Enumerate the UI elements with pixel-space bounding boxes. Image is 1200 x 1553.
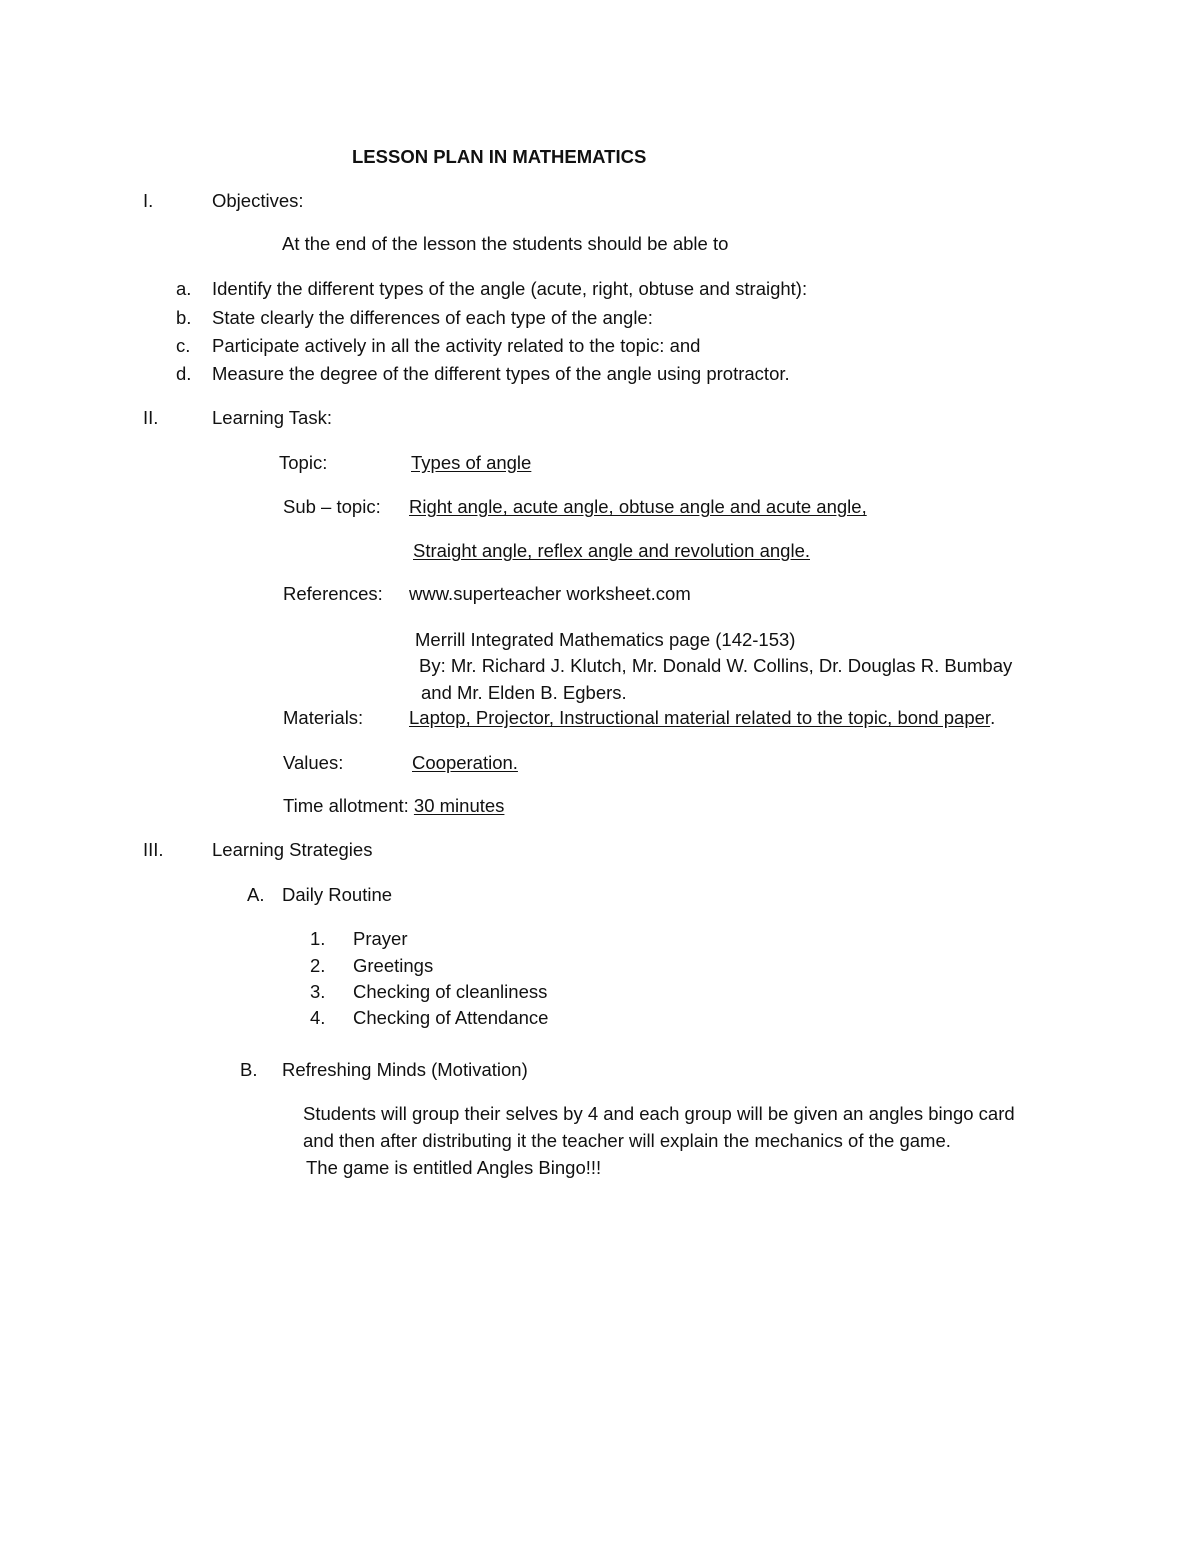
daily-routine-letter: A. xyxy=(247,884,265,905)
routine-item: Checking of Attendance xyxy=(353,1007,549,1028)
routine-item: Greetings xyxy=(353,955,434,976)
refreshing-minds-letter: B. xyxy=(240,1059,258,1080)
objective-item: Participate actively in all the activity related to the topic: and xyxy=(212,335,701,356)
references-authors-2: and Mr. Elden B. Egbers. xyxy=(421,682,627,703)
objective-letter: c. xyxy=(176,335,191,356)
topic-value: Types of angle xyxy=(411,452,532,473)
subtopic-label: Sub – topic: xyxy=(283,496,381,517)
time-allotment-line xyxy=(283,795,504,817)
objectives-intro: At the end of the lesson the students should be able to xyxy=(282,233,729,254)
motivation-line-2: and then after distributing it the teacher will explain the mechanics of the game. xyxy=(303,1130,951,1151)
materials-label: Materials: xyxy=(283,707,364,728)
section-numeral-learning-strategies: III. xyxy=(143,839,164,860)
topic-label: Topic: xyxy=(279,452,328,473)
routine-item: Checking of cleanliness xyxy=(353,981,548,1002)
objective-letter: a. xyxy=(176,278,192,299)
objective-item: Measure the degree of the different types of the angle using protractor. xyxy=(212,363,790,384)
references-book: Merrill Integrated Mathematics page (142-153) xyxy=(415,629,796,650)
daily-routine-heading: Daily Routine xyxy=(282,884,393,905)
objectives-heading: Objectives: xyxy=(212,190,304,211)
values-value: Cooperation. xyxy=(412,752,518,773)
routine-number: 4. xyxy=(310,1007,326,1028)
refreshing-minds-heading: Refreshing Minds (Motivation) xyxy=(282,1059,528,1080)
routine-number: 1. xyxy=(310,928,326,949)
objective-letter: d. xyxy=(176,363,192,384)
document-title: LESSON PLAN IN MATHEMATICS xyxy=(352,146,647,167)
subtopic-line-1: Right angle, acute angle, obtuse angle and acute angle, xyxy=(409,496,867,517)
learning-task-heading: Learning Task: xyxy=(212,407,332,428)
materials-period: . xyxy=(990,707,996,728)
materials-value: Laptop, Projector, Instructional material related to the topic, bond paper xyxy=(409,707,991,728)
motivation-line-1: Students will group their selves by 4 and each group will be given an angles bingo card xyxy=(303,1103,1015,1124)
objective-letter: b. xyxy=(176,307,192,328)
references-url: www.superteacher worksheet.com xyxy=(409,583,691,604)
time-allotment-label: Time allotment: xyxy=(283,795,409,816)
section-numeral-objectives: I. xyxy=(143,190,154,211)
materials-value-line xyxy=(409,707,995,729)
routine-number: 2. xyxy=(310,955,326,976)
motivation-line-3: The game is entitled Angles Bingo!!! xyxy=(306,1157,602,1178)
objective-item: State clearly the differences of each type of the angle: xyxy=(212,307,653,328)
objective-item: Identify the different types of the angle (acute, right, obtuse and straight): xyxy=(212,278,808,299)
section-numeral-learning-task: II. xyxy=(143,407,159,428)
references-authors-1: By: Mr. Richard J. Klutch, Mr. Donald W. Collins, Dr. Douglas R. Bumbay xyxy=(419,655,1013,676)
routine-item: Prayer xyxy=(353,928,408,949)
time-allotment-value: 30 minutes xyxy=(413,795,505,816)
learning-strategies-heading: Learning Strategies xyxy=(212,839,373,860)
subtopic-line-2: Straight angle, reflex angle and revolution angle. xyxy=(413,540,810,561)
values-label: Values: xyxy=(283,752,344,773)
references-label: References: xyxy=(283,583,383,604)
routine-number: 3. xyxy=(310,981,326,1002)
